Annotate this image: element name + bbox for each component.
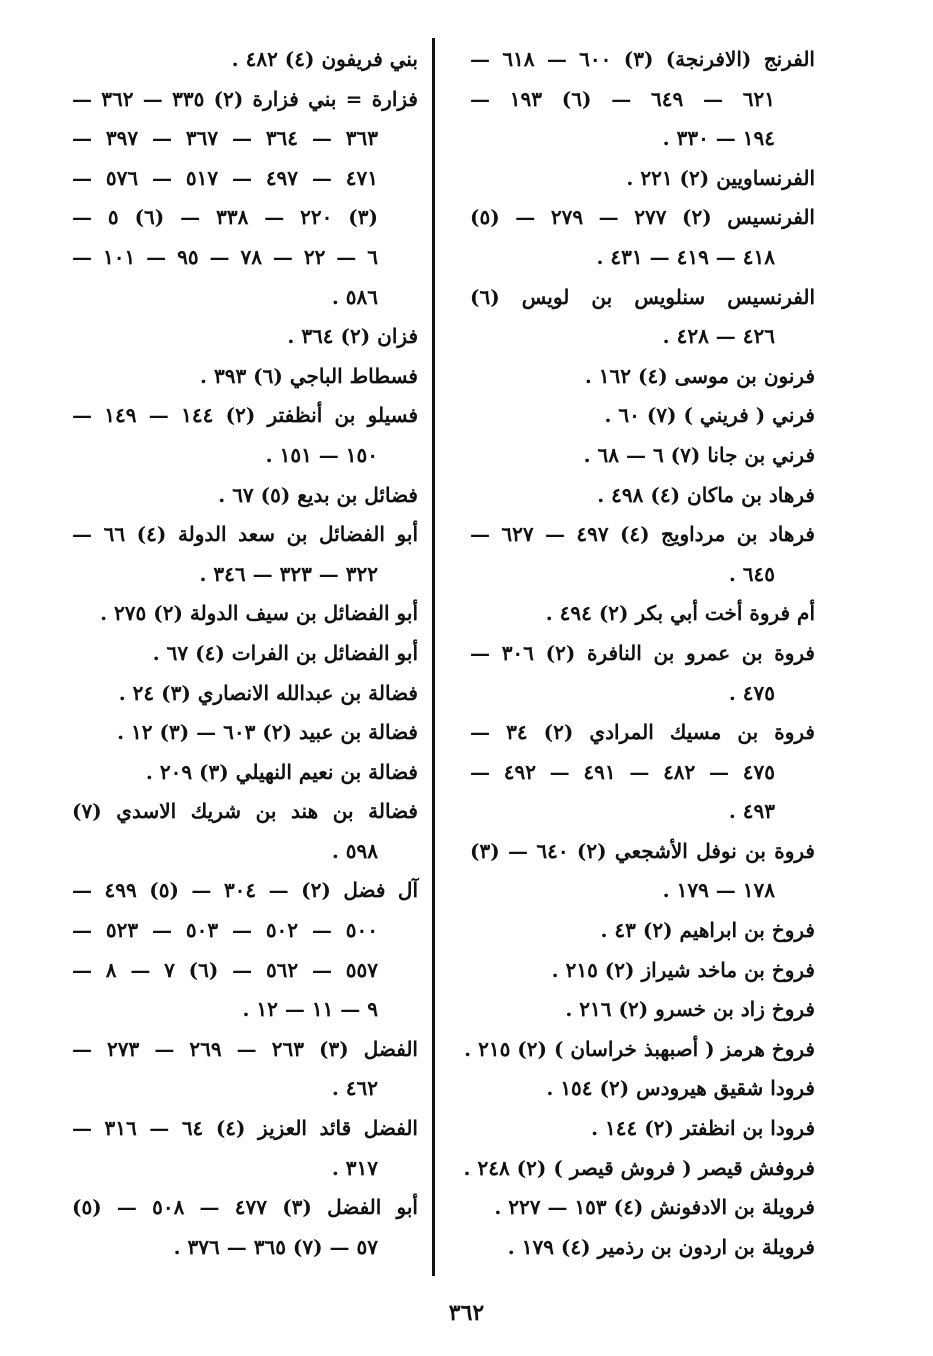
index-entry: أبو الفضائل بن سيف الدولة (٢) ٢٧٥ .	[100, 601, 418, 626]
index-entry-continuation: ٤٦٢ .	[331, 1076, 378, 1101]
index-entry-continuation: ٤١٨ — ٤١٩ — ٤٣١ .	[596, 244, 775, 269]
index-entry: الفضل قائد العزيز (٤) ٦٤ — ٣١٦ —	[72, 1116, 418, 1141]
index-entry: آل فضل (٢) — ٣٠٤ — (٥) ٤٩٩ —	[72, 878, 418, 903]
column-divider	[432, 38, 435, 1276]
index-entry: الفرنسيس (٢) ٢٧٧ — ٢٧٩ — (٥)	[470, 205, 815, 230]
index-entry-continuation: ٩ — ١١ — ١٢ .	[242, 997, 378, 1022]
index-entry-continuation: ٥٩٨ .	[331, 838, 378, 863]
index-entry: فروخ بن ابراهيم (٢) ٤٣ .	[600, 918, 815, 943]
index-entry: فروخ بن ماخد شيراز (٢) ٢١٥ .	[551, 957, 815, 982]
index-entry-continuation: ٥٨٦ .	[331, 284, 378, 309]
index-entry-continuation: (٣) ٢٢٠ — ٣٣٨ — (٦) ٥ —	[72, 205, 378, 230]
index-entry-continuation: ٤٢٦ — ٤٢٨ .	[662, 324, 775, 349]
index-entry-continuation: ٦ — ٢٢ — ٧٨ — ٩٥ — ١٠١ —	[72, 244, 379, 269]
index-entry: فروفش قيصر ( فروش قيصر ) (٢) ٢٤٨ .	[463, 1155, 815, 1180]
index-entry: فرويلة بن اردون بن رذمير (٤) ١٧٩ .	[507, 1234, 815, 1259]
index-entry-continuation: ٤٩٣ .	[728, 799, 775, 824]
index-entry: فروة بن نوفل الأشجعي (٢) ٦٤٠ — (٣)	[470, 838, 815, 863]
index-entry-continuation: ١٧٨ — ١٧٩ .	[662, 878, 775, 903]
index-entry: فضالة بن عبيد (٢) ٦٠٣ — (٣) ١٢ .	[117, 720, 418, 745]
index-entry: فسطاط الباجي (٦) ٣٩٣ .	[200, 363, 418, 388]
index-entry: فرهاد بن مرداويج (٤) ٤٩٧ — ٦٢٧ —	[470, 522, 815, 547]
index-entry-continuation: ٥٠٠ — ٥٠٢ — ٥٠٣ — ٥٢٣ —	[72, 918, 379, 943]
index-entry: فضائل بن بديع (٥) ٦٧ .	[218, 482, 418, 507]
index-entry: فضالة بن عبدالله الانصاري (٣) ٢٤ .	[118, 680, 418, 705]
index-entry-continuation: ٣١٧ .	[331, 1155, 378, 1180]
index-entry: الفرنساويين (٢) ٢٢١ .	[626, 165, 815, 190]
index-entry: فسيلو بن أنظفتر (٢) ١٤٤ — ١٤٩ —	[72, 403, 418, 428]
index-entry-continuation: ٥٥٧ — ٥٦٢ — (٦) ٧ — ٨ —	[72, 957, 378, 982]
index-entry-continuation: ٣٦٣ — ٣٦٤ — ٣٦٧ — ٣٩٧ —	[72, 126, 379, 151]
index-entry-continuation: ٦٢١ — ٦٤٩ — (٦) ١٩٣ —	[470, 86, 775, 111]
index-entry: أم فروة أخت أبي بكر (٢) ٤٩٤ .	[545, 601, 815, 626]
index-entry-continuation: ١٥٠ — ١٥١ .	[265, 442, 378, 467]
index-entry: فضالة بن نعيم النهيلي (٣) ٢٠٩ .	[145, 759, 418, 784]
index-entry: الفرنسيس سنلويس بن لويس (٦)	[470, 284, 815, 309]
index-entry: أبو الفضائل بن الفرات (٤) ٦٧ .	[152, 640, 418, 665]
index-entry: الفرنج (الافرنجة) (٣) ٦٠٠ — ٦١٨ —	[470, 47, 815, 71]
index-entry: بني فريفون (٤) ٤٨٢ .	[231, 47, 418, 71]
index-entry: فرودا شقيق هيرودس (٢) ١٥٤ .	[546, 1076, 815, 1101]
index-entry: الفضل (٣) ٢٦٣ — ٢٦٩ — ٢٧٣ —	[72, 1036, 418, 1061]
index-column-left	[72, 40, 418, 1267]
index-entry: فرهاد بن ماكان (٤) ٤٩٨ .	[597, 482, 815, 507]
index-entry: فرني بن جانا (٧) ٦ — ٦٨ .	[583, 442, 815, 467]
index-entry: فزان (٢) ٣٦٤ .	[287, 324, 418, 349]
index-entry: فرني ( فريني ) (٧) ٦٠ .	[604, 403, 815, 428]
index-entry-continuation: ٦٤٥ .	[728, 561, 775, 586]
index-entry: فرودا بن انظفتر (٢) ١٤٤ .	[591, 1116, 815, 1141]
index-entry-continuation: ٤٧١ — ٤٩٧ — ٥١٧ — ٥٧٦ —	[72, 165, 379, 190]
index-entry: أبو الفضائل بن سعد الدولة (٤) ٦٦ —	[72, 522, 418, 547]
index-entry: فروة بن مسيك المرادي (٢) ٣٤ —	[470, 720, 815, 745]
index-entry-continuation: ٥٧ — (٧) ٣٦٥ — ٣٧٦ .	[173, 1234, 378, 1259]
index-entry: فزارة = بني فزارة (٢) ٣٣٥ — ٣٦٢ —	[72, 86, 418, 111]
index-entry-continuation: ٤٧٥ — ٤٨٢ — ٤٩١ — ٤٩٢ —	[470, 759, 775, 784]
page-number: ٣٦٢	[448, 1300, 485, 1326]
index-entry: فرويلة بن الادفونش (٤) ١٥٣ — ٢٢٧ .	[494, 1195, 815, 1220]
index-entry: أبو الفضل (٣) ٤٧٧ — ٥٠٨ — (٥)	[72, 1195, 418, 1220]
index-entry-continuation: ٣٢٢ — ٣٢٣ — ٣٤٦ .	[199, 561, 378, 586]
index-entry: فروة بن عمرو بن النافرة (٢) ٣٠٦ —	[470, 640, 815, 665]
index-entry: فضالة بن هند بن شريك الاسدي (٧)	[72, 799, 418, 824]
index-entry: فروخ هرمز ( أصبهبذ خراسان ) (٢) ٢١٥ .	[464, 1036, 815, 1061]
index-column-right	[463, 40, 815, 1267]
index-entry-continuation: ١٩٤ — ٣٣٠ .	[662, 126, 775, 151]
index-entry: فرنون بن موسى (٤) ١٦٢ .	[584, 363, 815, 388]
index-entry-continuation: ٤٧٥ .	[728, 680, 775, 705]
index-entry: فروخ زاد بن خسرو (٢) ٢١٦ .	[565, 997, 815, 1022]
